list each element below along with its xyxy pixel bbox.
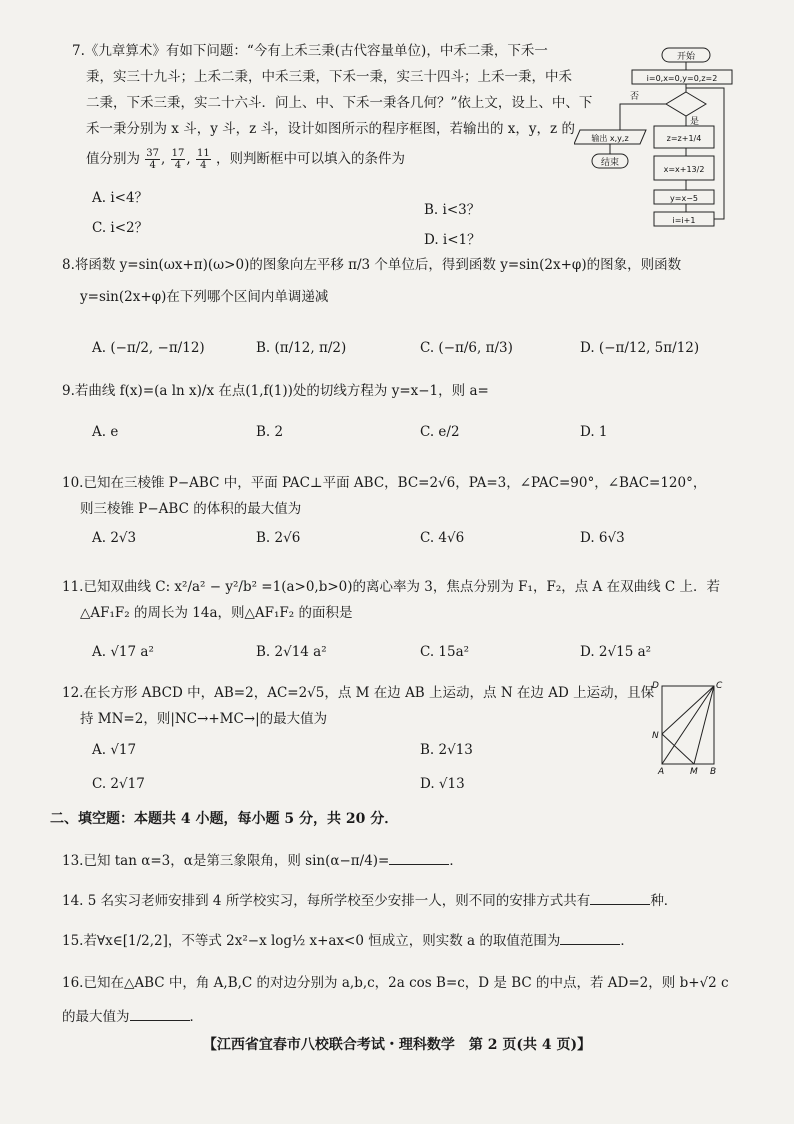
flowchart-step-i: i=i+1 [672,216,696,225]
q11-option-c: C. 15a² [420,644,470,660]
q10-option-b: B. 2√6 [256,530,301,546]
flowchart-figure [574,44,734,234]
q13-answer-blank [389,850,449,865]
q9-option-c: C. e/2 [420,424,460,440]
question-13 [62,848,463,874]
flowchart-end: 结束 [600,158,620,168]
q7-option-a: A. i<4？ [92,190,149,206]
q15-answer-blank [560,930,620,945]
rect-label-b: B [710,767,717,777]
page-footer: 【江西省宜春市八校联合考试・理科数学 第 2 页(共 4 页)】 [202,1037,592,1053]
q14-answer-blank [590,890,650,905]
q16-period: ． [189,1009,203,1025]
q8-line-2: y=sin(2x+φ)在下列哪个区间内单调递减 [80,289,329,305]
q14-tail: 种． [650,893,678,909]
q9-option-d: D. 1 [580,424,608,440]
q13-stem: 13.已知 tan α=3，α是第三象限角，则 sin(α−π/4)= [62,853,390,869]
q8-line-1: 8.将函数 y=sin(ωx+π)(ω>0)的图象向左平移 π/3 个单位后，得到函数 y=sin(2x+φ)的图象，则函数 [62,257,682,273]
q7-line-5-tail: ，则判断框中可以填入的条件为 [215,151,405,167]
question-14 [62,888,677,914]
q16-line-2 [62,1004,729,1030]
q7-values-label: 值分别为 [86,151,140,167]
flowchart-step-z: z=z+1/4 [666,134,702,143]
q7-option-b: B. i<3？ [424,202,481,218]
q9-option-b: B. 2 [256,424,284,440]
q7-fraction-y: $\frac{17}{4}$ [171,148,185,171]
question-10 [62,470,706,522]
q12-line-2: 持 MN=2，则|NC→+MC→|的最大值为 [80,711,328,727]
rectangle-figure [650,678,730,778]
q12-option-b: B. 2√13 [420,742,473,758]
q7-line-1: 7.《九章算术》有如下问题：“今有上禾三秉(古代容量单位)，中禾二秉，下禾一 [72,43,548,59]
flowchart-step-x: x=x+13/2 [663,165,705,174]
q9-line-1: 9.若曲线 f(x)=(a ln x)/x 在点(1,f(1))处的切线方程为 y=x−1，则 a= [62,383,489,399]
rect-label-n: N [652,731,659,741]
q13-period: ． [449,853,463,869]
q7-line-3: 二秉，下禾三秉，实二十六斗．问上、中、下禾一秉各几何？”依上文，设上、中、下 [86,95,593,111]
q7-option-d: D. i<1？ [424,232,481,248]
q12-option-d: D. √13 [420,776,465,792]
q10-option-c: C. 4√6 [420,530,465,546]
q11-option-a: A. √17 a² [92,644,154,660]
q14-stem: 14. 5 名实习老师安排到 4 所学校实习，每所学校至少安排一人，则不同的安排方式共有 [62,893,591,909]
question-12 [62,680,654,732]
q12-option-a: A. √17 [92,742,137,758]
rect-label-m: M [690,767,698,777]
q8-option-d: D. (−π/12, 5π/12) [580,340,700,356]
q7-option-c: C. i<2？ [92,220,149,236]
q7-fraction-z: $\frac{11}{4}$ [196,148,210,171]
q10-option-a: A. 2√3 [92,530,137,546]
q7-line-2: 秉，实三十九斗；上禾二秉，中禾三秉，下禾一秉，实三十四斗；上禾一秉，中禾 [86,69,572,85]
q7-line-5: 值分别为 $\frac{37}{4}$ , $\frac{17}{4}$ , $\frac{11}{4}$ ，则判断框中可以填入的条件为 [86,148,405,171]
flowchart-no-label: 否 [630,92,640,102]
flowchart-step-y: y=x−5 [670,194,698,203]
question-7 [72,38,592,176]
q10-line-1: 10.已知在三棱锥 P−ABC 中，平面 PAC⊥平面 ABC，BC=2√6，PA=3，∠PAC=90°，∠BAC=120°， [62,475,707,491]
q16-line-2-text: 的最大值为 [62,1009,130,1025]
q8-option-c: C. (−π/6, π/3) [420,340,513,356]
flowchart-yes-label: 是 [690,117,700,127]
q16-answer-blank [130,1006,190,1021]
q8-option-a: A. (−π/2, −π/12) [92,340,205,356]
rect-label-d: D [652,681,659,691]
rect-label-a: A [658,767,665,777]
section-fill-in-blanks-heading: 二、填空题：本题共 4 小题，每小题 5 分，共 20 分． [50,811,399,827]
flowchart-output: 输出 x,y,z [591,134,629,143]
q11-option-b: B. 2√14 a² [256,644,327,660]
question-9 [62,378,489,404]
q9-option-a: A. e [92,424,119,440]
question-11 [62,574,720,626]
q10-option-d: D. 6√3 [580,530,625,546]
q7-fraction-x: $\frac{37}{4}$ [146,148,160,171]
flowchart-init: i=0,x=0,y=0,z=2 [646,74,718,83]
question-15 [62,928,634,954]
q12-option-c: C. 2√17 [92,776,145,792]
q8-option-b: B. (π/12, π/2) [256,340,347,356]
q15-period: ． [620,933,634,949]
q12-line-1: 12.在长方形 ABCD 中，AB=2，AC=2√5，点 M 在边 AB 上运动，点 N 在边 AD 上运动，且保 [62,685,655,701]
q7-line-4: 禾一秉分别为 x 斗，y 斗，z 斗，设计如图所示的程序框图，若输出的 x，y，z 的 [86,121,575,137]
rect-label-c: C [716,681,723,691]
question-16 [62,970,729,1030]
q11-option-d: D. 2√15 a² [580,644,652,660]
q11-line-1: 11.已知双曲线 C: x²/a² − y²/b² =1(a>0,b>0)的离心率为 3，焦点分别为 F₁，F₂，点 A 在双曲线 C 上．若 [62,579,720,595]
question-8 [62,252,681,310]
q10-line-2: 则三棱锥 P−ABC 的体积的最大值为 [80,501,302,517]
q16-line-1: 16.已知在△ABC 中，角 A,B,C 的对边分别为 a,b,c，2a cos B=c，D 是 BC 的中点，若 AD=2，则 b+√2 c [62,975,729,991]
q15-stem: 15.若∀x∈[1/2,2]，不等式 2x²−x log½ x+ax<0 恒成立，则实数 a 的取值范围为 [62,933,561,949]
flowchart-start: 开始 [676,52,696,62]
q11-line-2: △AF₁F₂ 的周长为 14a，则△AF₁F₂ 的面积是 [80,605,353,621]
